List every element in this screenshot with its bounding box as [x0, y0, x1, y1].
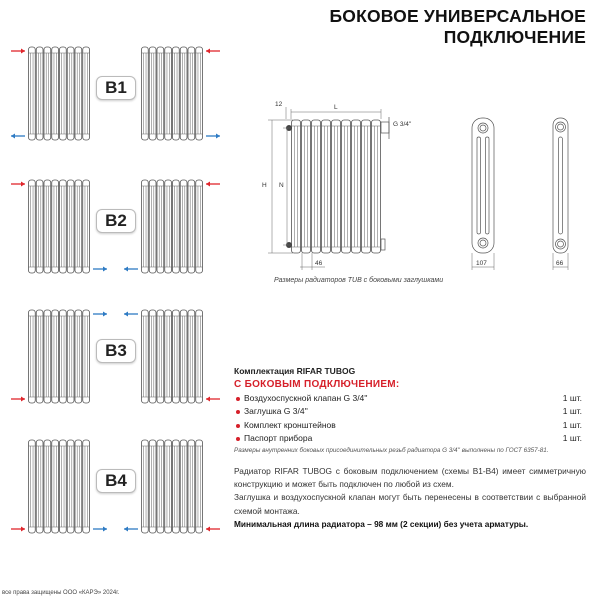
radiator-right — [141, 47, 203, 140]
radiator-left — [28, 180, 90, 273]
radiator-section — [196, 440, 203, 533]
radiator-section — [29, 180, 36, 273]
radiator-section — [142, 180, 149, 273]
radiator-section — [180, 47, 187, 140]
radiator-section — [302, 120, 311, 253]
supply-arrow-icon — [11, 182, 25, 187]
list-item — [234, 392, 584, 405]
radiator-section — [67, 440, 74, 533]
title-line-2: ПОДКЛЮЧЕНИЕ — [443, 27, 586, 47]
supply-arrow-icon — [11, 49, 25, 54]
radiator-section — [67, 180, 74, 273]
description-p3: Минимальная длина радиатора – 98 мм (2 секции) без учета арматуры. — [234, 518, 529, 529]
drawing-caption: Размеры радиаторов TUB с боковыми заглушками — [274, 277, 444, 284]
front-view-radiator — [286, 117, 389, 253]
scheme-b2 — [0, 173, 240, 283]
side-view-narrow — [553, 118, 568, 253]
radiator-section — [75, 47, 82, 140]
scheme-b3 — [0, 303, 240, 413]
radiator-section — [83, 47, 90, 140]
radiator-section — [149, 440, 156, 533]
page-title — [329, 6, 586, 48]
kit-subheading: С БОКОВЫМ ПОДКЛЮЧЕНИЕМ: — [234, 379, 400, 390]
scheme-label: B3 — [96, 339, 136, 363]
radiator-section — [165, 180, 172, 273]
radiator-section — [52, 440, 59, 533]
radiator-section — [188, 47, 195, 140]
radiator-section — [173, 47, 180, 140]
item-qty: 1 шт. — [562, 406, 582, 417]
radiator-section — [36, 180, 43, 273]
radiator-section — [60, 440, 67, 533]
radiator-section — [75, 180, 82, 273]
radiator-section — [142, 440, 149, 533]
dimension-drawing — [255, 95, 600, 275]
radiator-section — [196, 310, 203, 403]
kit-heading: Комплектация RIFAR TUBOG — [234, 366, 356, 376]
return-arrow-icon — [11, 134, 25, 139]
radiator-section — [44, 47, 51, 140]
dim-thread: G 3/4'' — [393, 121, 412, 128]
radiator-section — [67, 310, 74, 403]
radiator-section — [44, 310, 51, 403]
list-item — [234, 432, 584, 445]
radiator-section — [67, 47, 74, 140]
radiator-section — [188, 180, 195, 273]
return-arrow-icon — [124, 267, 138, 272]
description — [234, 465, 586, 531]
radiator-section — [332, 120, 341, 253]
radiator-section — [372, 120, 381, 253]
radiator-section — [149, 180, 156, 273]
radiator-section — [292, 120, 301, 253]
item-qty: 1 шт. — [562, 432, 582, 443]
radiator-section — [188, 440, 195, 533]
radiator-left — [28, 440, 90, 533]
supply-arrow-icon — [11, 397, 25, 402]
radiator-section — [36, 310, 43, 403]
scheme-b1 — [0, 40, 240, 150]
dim-h: H — [262, 182, 267, 189]
return-arrow-icon — [93, 267, 107, 272]
radiator-section — [180, 180, 187, 273]
radiator-section — [196, 47, 203, 140]
radiator-section — [322, 120, 331, 253]
radiator-section — [157, 180, 164, 273]
title-line-1: БОКОВОЕ УНИВЕРСАЛЬНОЕ — [329, 6, 586, 26]
description-p2: Заглушка и воздухоспускной клапан могут быть перенесены в соответствии с выбранной схемой монтажа. — [234, 492, 586, 516]
dim-l: L — [334, 104, 338, 111]
kit-section — [234, 366, 584, 454]
radiator-section — [165, 440, 172, 533]
radiator-section — [173, 310, 180, 403]
radiator-section — [52, 180, 59, 273]
dim-107: 107 — [476, 260, 487, 267]
scheme-label: B2 — [96, 209, 136, 233]
kit-note: Размеры внутренних боковых присоединительных резьб радиатора G 3/4'' выполнены по ГОСТ 6357-81. — [234, 447, 549, 455]
radiator-section — [75, 310, 82, 403]
radiator-section — [180, 310, 187, 403]
radiator-section — [36, 440, 43, 533]
radiator-section — [157, 310, 164, 403]
dim-12: 12 — [275, 101, 283, 108]
supply-arrow-icon — [206, 397, 220, 402]
radiator-section — [312, 120, 321, 253]
return-arrow-icon — [93, 312, 107, 317]
dim-n: N — [279, 182, 284, 189]
radiator-section — [196, 180, 203, 273]
radiator-left — [28, 47, 90, 140]
item-name: Заглушка G 3/4'' — [244, 406, 308, 417]
return-arrow-icon — [124, 312, 138, 317]
list-item — [234, 419, 584, 432]
radiator-section — [342, 120, 351, 253]
description-p1: Радиатор RIFAR TUBOG с боковым подключением (схемы B1-B4) имеет симметричную конструкцию и может быть подключен по любой из схем. — [234, 466, 586, 490]
radiator-right — [141, 310, 203, 403]
radiator-right — [141, 440, 203, 533]
radiator-section — [173, 180, 180, 273]
copyright: все права защищены ООО «КАРЭ» 2024г. — [2, 590, 120, 596]
radiator-section — [362, 120, 371, 253]
radiator-section — [44, 440, 51, 533]
radiator-section — [188, 310, 195, 403]
radiator-section — [157, 440, 164, 533]
scheme-label: B4 — [96, 469, 136, 493]
return-arrow-icon — [93, 527, 107, 532]
item-name: Комплект кронштейнов — [244, 419, 336, 430]
supply-arrow-icon — [206, 527, 220, 532]
dim-66: 66 — [556, 260, 564, 267]
list-item — [234, 405, 584, 418]
supply-arrow-icon — [206, 182, 220, 187]
radiator-section — [60, 47, 67, 140]
radiator-section — [165, 47, 172, 140]
return-arrow-icon — [124, 527, 138, 532]
radiator-section — [44, 180, 51, 273]
radiator-section — [149, 47, 156, 140]
radiator-section — [180, 440, 187, 533]
radiator-section — [36, 47, 43, 140]
radiator-section — [352, 120, 361, 253]
radiator-section — [83, 440, 90, 533]
radiator-section — [60, 310, 67, 403]
supply-arrow-icon — [206, 49, 220, 54]
radiator-section — [29, 310, 36, 403]
dim-46: 46 — [315, 260, 323, 267]
item-qty: 1 шт. — [562, 419, 582, 430]
radiator-section — [142, 47, 149, 140]
radiator-section — [29, 440, 36, 533]
side-view-wide — [472, 118, 494, 253]
radiator-section — [29, 47, 36, 140]
item-name: Воздухоспускной клапан G 3/4'' — [244, 393, 368, 403]
radiator-section — [52, 47, 59, 140]
radiator-section — [149, 310, 156, 403]
radiator-section — [83, 180, 90, 273]
radiator-section — [173, 440, 180, 533]
item-qty: 1 шт. — [562, 393, 582, 403]
radiator-section — [60, 180, 67, 273]
supply-arrow-icon — [11, 527, 25, 532]
radiator-section — [142, 310, 149, 403]
radiator-section — [83, 310, 90, 403]
radiator-section — [75, 440, 82, 533]
kit-list — [234, 392, 584, 445]
radiator-left — [28, 310, 90, 403]
radiator-section — [157, 47, 164, 140]
radiator-section — [165, 310, 172, 403]
item-name: Паспорт прибора — [244, 432, 313, 443]
scheme-b4 — [0, 433, 240, 543]
return-arrow-icon — [206, 134, 220, 139]
radiator-section — [52, 310, 59, 403]
radiator-right — [141, 180, 203, 273]
scheme-label: B1 — [96, 76, 136, 100]
